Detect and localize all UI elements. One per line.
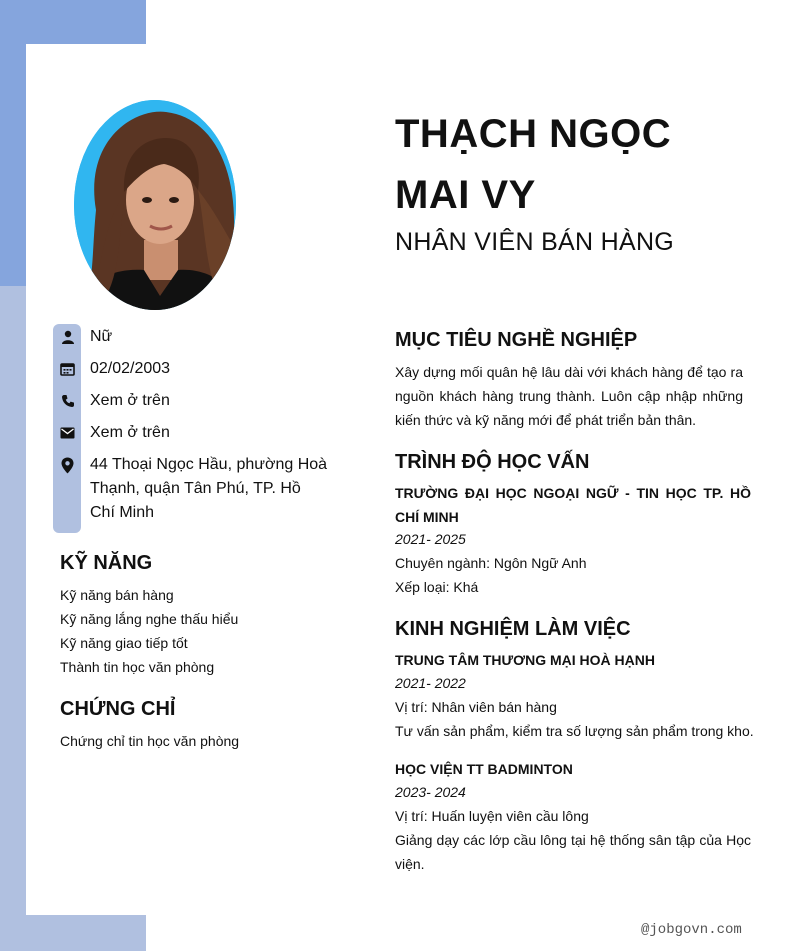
avatar-portrait — [74, 100, 236, 310]
school-name: TRƯỜNG ĐẠI HỌC NGOẠI NGỮ - TIN HỌC TP. HỒ CHÍ MINH — [395, 485, 751, 525]
decor-strip-bottom — [0, 915, 146, 951]
name-line-1: THẠCH NGỌC — [395, 112, 672, 156]
experience-title: KINH NGHIỆM LÀM VIỆC — [395, 618, 631, 640]
decor-strip-side — [0, 286, 26, 951]
education-major: Chuyên ngành: Ngôn Ngữ Anh — [395, 555, 587, 571]
list-item: Kỹ năng lắng nghe thấu hiểu — [60, 611, 239, 627]
avatar — [74, 100, 236, 310]
contact-text: Xem ở trên — [90, 392, 170, 409]
mail-icon — [60, 421, 75, 445]
job-description: Giảng dạy các lớp cầu lông tại hệ thống sân tập của Học viện. — [395, 832, 751, 872]
phone-icon — [60, 389, 75, 413]
skills-title: KỸ NĂNG — [60, 552, 153, 574]
skills-list — [60, 583, 238, 679]
list-item: Kỹ năng bán hàng — [60, 587, 174, 603]
education-period: 2021- 2025 — [395, 531, 466, 547]
job-period: 2023- 2024 — [395, 784, 466, 800]
contact-text: Xem ở trên — [90, 424, 170, 441]
list-item: Kỹ năng giao tiếp tốt — [60, 635, 188, 651]
job-period: 2021- 2022 — [395, 675, 466, 691]
job-description: Tư vấn sản phẩm, kiểm tra số lượng sản phẩm trong kho. — [395, 723, 754, 739]
certificates-list — [60, 729, 239, 753]
education-title: TRÌNH ĐỘ HỌC VẤN — [395, 451, 590, 473]
contact-phone — [60, 389, 330, 413]
contact-address — [60, 453, 330, 525]
calendar-icon — [60, 357, 75, 381]
objective-title: MỤC TIÊU NGHỀ NGHIỆP — [395, 329, 638, 351]
job-position: Vị trí: Huấn luyện viên cầu lông — [395, 808, 589, 824]
person-icon — [60, 325, 75, 349]
contact-text: Nữ — [90, 328, 113, 345]
contact-email — [60, 421, 330, 445]
job-title: NHÂN VIÊN BÁN HÀNG — [395, 228, 675, 256]
objective-text: Xây dựng mối quân hệ lâu dài với khách hàng để tạo ra nguồn khách hàng trung thành. Luôn cập nhập những kiến thức và kỹ năng mới để phát triển bản thân. — [395, 364, 743, 428]
job-position: Vị trí: Nhân viên bán hàng — [395, 699, 557, 715]
location-icon — [60, 453, 75, 477]
education-grade: Xếp loại: Khá — [395, 579, 479, 595]
contact-gender — [60, 325, 330, 349]
candidate-name — [395, 104, 671, 226]
company-name: TRUNG TÂM THƯƠNG MẠI HOÀ HẠNH — [395, 652, 655, 668]
watermark: @jobgovn.com — [641, 922, 742, 938]
name-line-2: MAI VY — [395, 173, 536, 217]
certificates-title: CHỨNG CHỈ — [60, 698, 176, 720]
list-item: Chứng chỉ tin học văn phòng — [60, 733, 240, 749]
company-name: HỌC VIỆN TT BADMINTON — [395, 761, 573, 777]
contact-birthdate — [60, 357, 330, 381]
contact-text: 44 Thoại Ngọc Hầu, phường Hoà Thạnh, quận Tân Phú, TP. Hồ Chí Minh — [90, 456, 328, 521]
contact-text: 02/02/2003 — [90, 360, 171, 377]
list-item: Thành tin học văn phòng — [60, 659, 215, 675]
